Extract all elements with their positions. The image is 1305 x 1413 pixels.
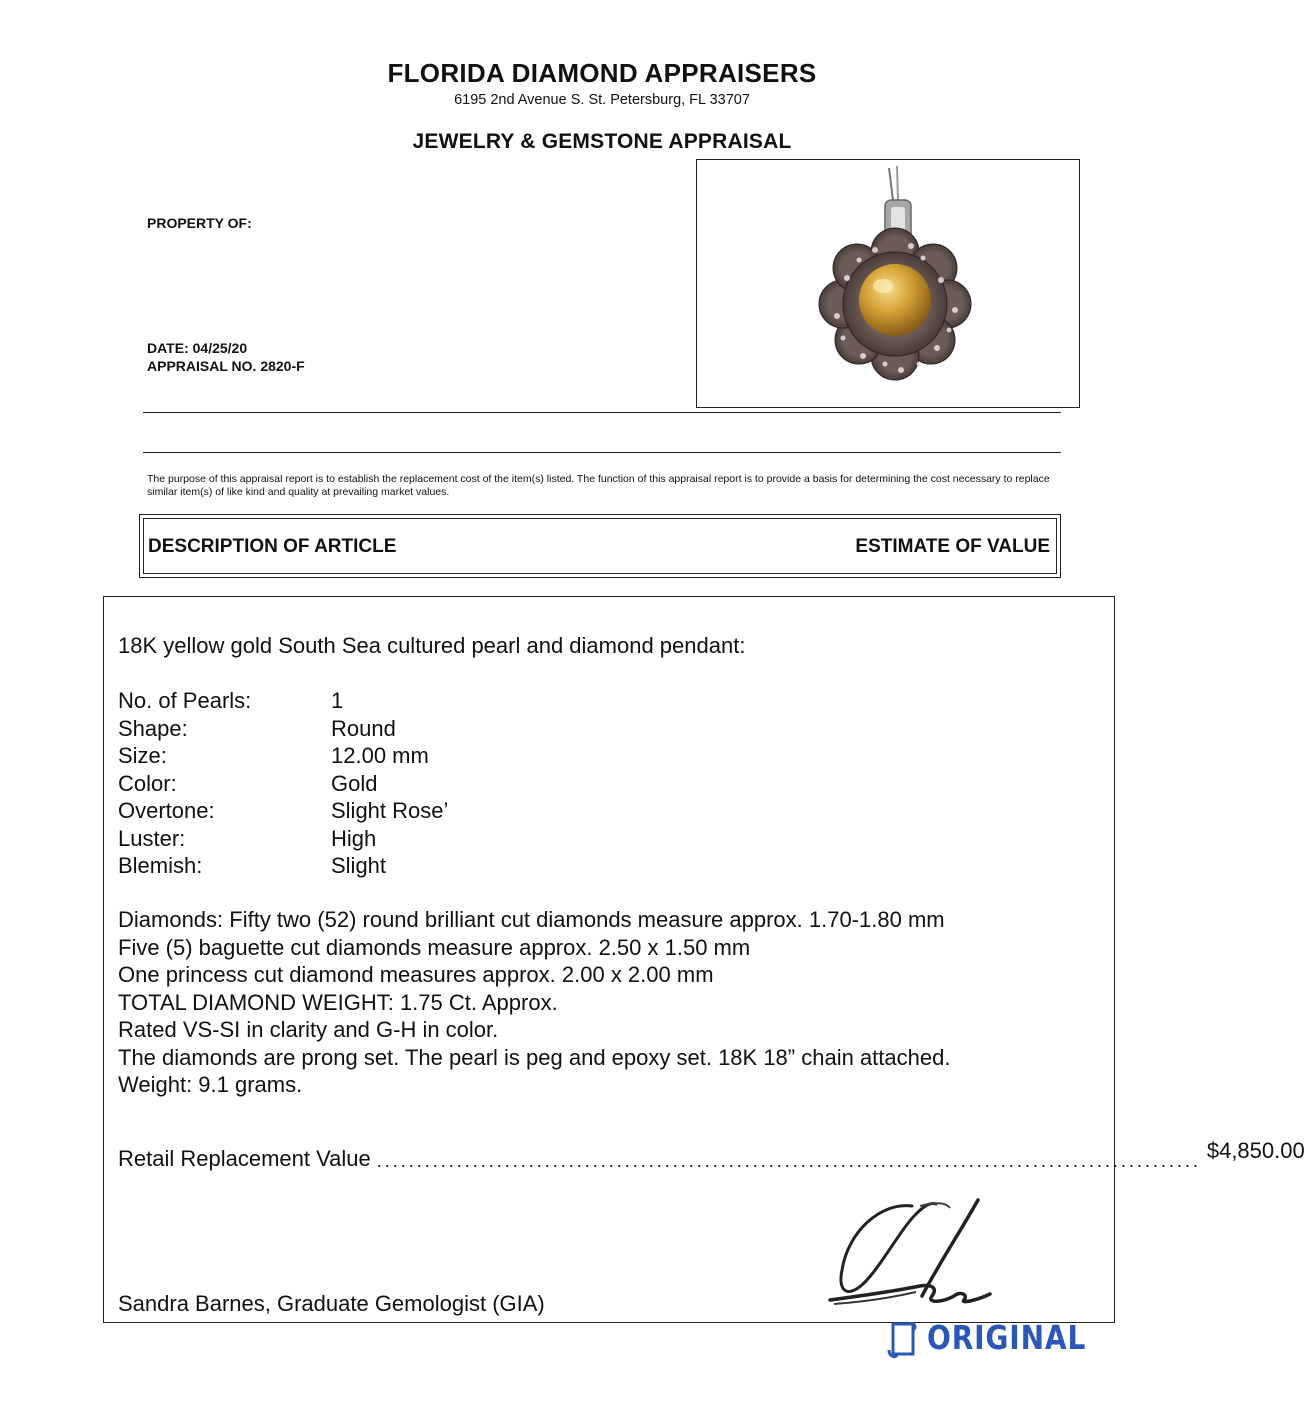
purpose-statement: The purpose of this appraisal report is to establish the replacement cost of the item(s) listed. The function of this appraisal report is to provide a basis for determining the cost necessary to replace similar item(s) of like kind and quality at prevailing market values. <box>147 473 1050 498</box>
spec-row <box>118 825 718 853</box>
diamond-details <box>118 906 1098 1099</box>
company-address: 6195 2nd Avenue S. St. Petersburg, FL 33707 <box>454 92 750 108</box>
spec-label: Color: <box>118 770 177 796</box>
spec-value: Slight <box>331 853 387 878</box>
signature-mark <box>820 1192 1020 1320</box>
retail-value-label: Retail Replacement Value <box>118 1146 371 1171</box>
divider-line <box>143 452 1061 453</box>
retail-value-row <box>118 1138 1305 1172</box>
spec-value: 1 <box>331 688 344 713</box>
estimate-header: ESTIMATE OF VALUE <box>855 536 1050 557</box>
spec-row <box>118 742 718 770</box>
diamond-line: Five (5) baguette cut diamonds measure approx. 2.50 x 1.50 mm <box>118 934 751 960</box>
spec-label: Overtone: <box>118 798 215 823</box>
spec-value: Gold <box>331 770 378 796</box>
divider-line <box>143 412 1061 413</box>
spec-row <box>118 797 718 825</box>
spec-row <box>118 715 718 743</box>
appraisal-number-label: APPRAISAL NO. <box>147 358 257 374</box>
scroll-icon <box>885 1320 921 1360</box>
spec-label: Shape: <box>118 715 188 741</box>
item-photo <box>696 159 1080 408</box>
article-headline: 18K yellow gold South Sea cultured pearl and diamond pendant: <box>118 633 746 658</box>
spec-value: Slight Rose’ <box>331 798 449 823</box>
pearl-specs <box>118 687 718 880</box>
diamond-line: The diamonds are prong set. The pearl is peg and epoxy set. 18K 18” chain attached. <box>118 1044 951 1070</box>
leader-dots: ....................................................................................................... <box>376 1151 1201 1171</box>
diamond-line: Rated VS-SI in clarity and G-H in color. <box>118 1017 499 1042</box>
spec-row <box>118 770 718 798</box>
spec-label: Luster: <box>118 825 186 851</box>
date-line <box>147 340 247 356</box>
description-header: DESCRIPTION OF ARTICLE <box>148 536 397 557</box>
spec-label: No. of Pearls: <box>118 688 252 713</box>
diamond-line: TOTAL DIAMOND WEIGHT: 1.75 Ct. Approx. <box>118 989 558 1015</box>
property-of-label: PROPERTY OF: <box>147 215 252 231</box>
spec-row <box>118 852 718 880</box>
appraisal-number-value: 2820-F <box>260 358 305 374</box>
stamp-text: ORIGINAL <box>927 1318 1087 1357</box>
pendant-image <box>697 160 1079 407</box>
company-name: FLORIDA DIAMOND APPRAISERS <box>387 58 817 88</box>
spec-row <box>118 687 718 715</box>
table-header <box>139 514 1061 578</box>
spec-value: Round <box>331 715 396 741</box>
date-label: DATE: <box>147 340 189 356</box>
diamond-line: One princess cut diamond measures approx. 2.00 x 2.00 mm <box>118 962 714 987</box>
appraiser-name: Sandra Barnes, Graduate Gemologist (GIA) <box>118 1291 545 1316</box>
date-value: 04/25/20 <box>192 340 248 356</box>
spec-label: Blemish: <box>118 853 203 878</box>
spec-label: Size: <box>118 743 167 768</box>
diamond-line: Weight: 9.1 grams. <box>118 1072 303 1097</box>
appraisal-number-line <box>147 358 305 374</box>
document-title: JEWELRY & GEMSTONE APPRAISAL <box>412 130 792 153</box>
original-stamp <box>885 1318 1095 1362</box>
spec-value: 12.00 mm <box>331 743 429 768</box>
retail-value-amount: $4,850.00 <box>1206 1138 1305 1163</box>
spec-value: High <box>331 825 377 851</box>
diamond-line: Diamonds: Fifty two (52) round brilliant cut diamonds measure approx. 1.70-1.80 mm <box>118 907 945 932</box>
